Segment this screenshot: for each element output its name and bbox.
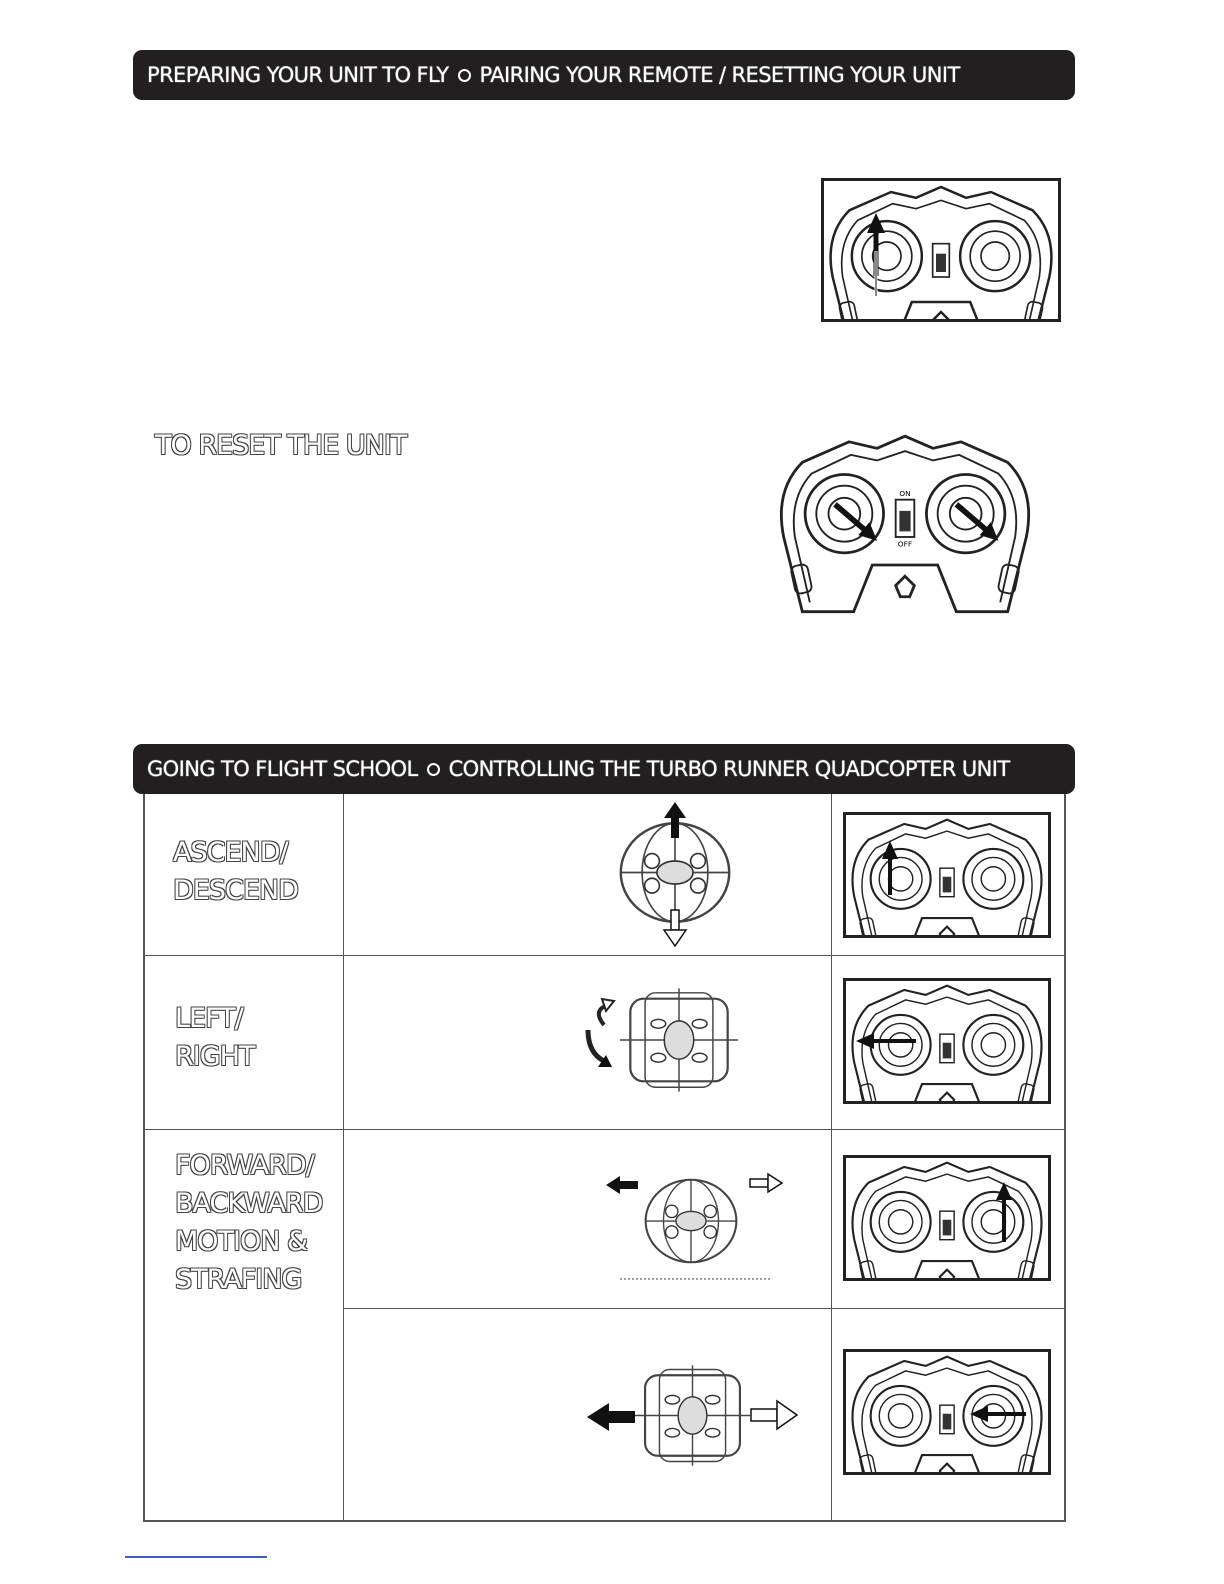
quadcopter-icon [578,975,738,1105]
remote-left-right-thumbnail [843,978,1051,1104]
drone-strafe-illustration [585,1353,800,1478]
drone-rotate-illustration [578,975,738,1105]
remote-strafe-thumbnail [843,1349,1051,1475]
table-row-divider [143,955,1066,956]
section-banner-flight-school [133,744,1075,794]
remote-control-icon [846,981,1048,1101]
table-row-divider [143,1129,1066,1130]
circle-separator-icon [427,763,440,776]
remote-forward-thumbnail [843,1155,1051,1281]
switch-off-label: OFF [897,539,913,549]
remote-control-icon [765,418,1045,628]
drone-forward-backward-illustration [600,1165,790,1285]
table-border-right [1064,794,1066,1521]
banner-title-part2: CONTROLLING THE TURBO RUNNER QUADCOPTER UNIT [448,757,1010,781]
circle-separator-icon [458,69,471,82]
reset-remote-illustration [765,418,1045,628]
quadcopter-icon [600,800,750,948]
pairing-remote-illustration [821,178,1061,322]
section-banner-preparing [133,50,1075,100]
banner-title-part2: PAIRING YOUR REMOTE / RESETTING YOUR UNIT [479,63,960,87]
banner-title-part1: PREPARING YOUR UNIT TO FLY [147,63,449,87]
remote-control-icon [846,1352,1048,1472]
row-label-left-right: LEFT/ RIGHT [175,1003,255,1072]
quadcopter-icon [585,1353,800,1478]
row-label-forward-backward: FORWARD/ BACKWARD MOTION & STRAFING [175,1150,323,1295]
table-border-left [143,794,145,1521]
table-divider-2 [831,794,832,1521]
switch-on-label: ON [899,488,911,498]
reset-heading: TO RESET THE UNIT [155,430,407,461]
banner-title-part1: GOING TO FLIGHT SCHOOL [147,757,418,781]
footer-link-underline[interactable] [125,1556,267,1558]
remote-control-icon [846,815,1048,935]
table-row-divider [343,1308,1066,1309]
remote-ascend-thumbnail [843,812,1051,938]
row-label-ascend-descend: ASCEND/ DESCEND [173,837,298,906]
remote-control-icon [846,1158,1048,1278]
table-divider-1 [343,794,344,1521]
remote-control-icon [824,181,1058,319]
drone-ascend-illustration [600,800,750,948]
table-border-bottom [143,1520,1066,1522]
arrow-up-icon [867,213,885,233]
quadcopter-icon [600,1165,790,1285]
